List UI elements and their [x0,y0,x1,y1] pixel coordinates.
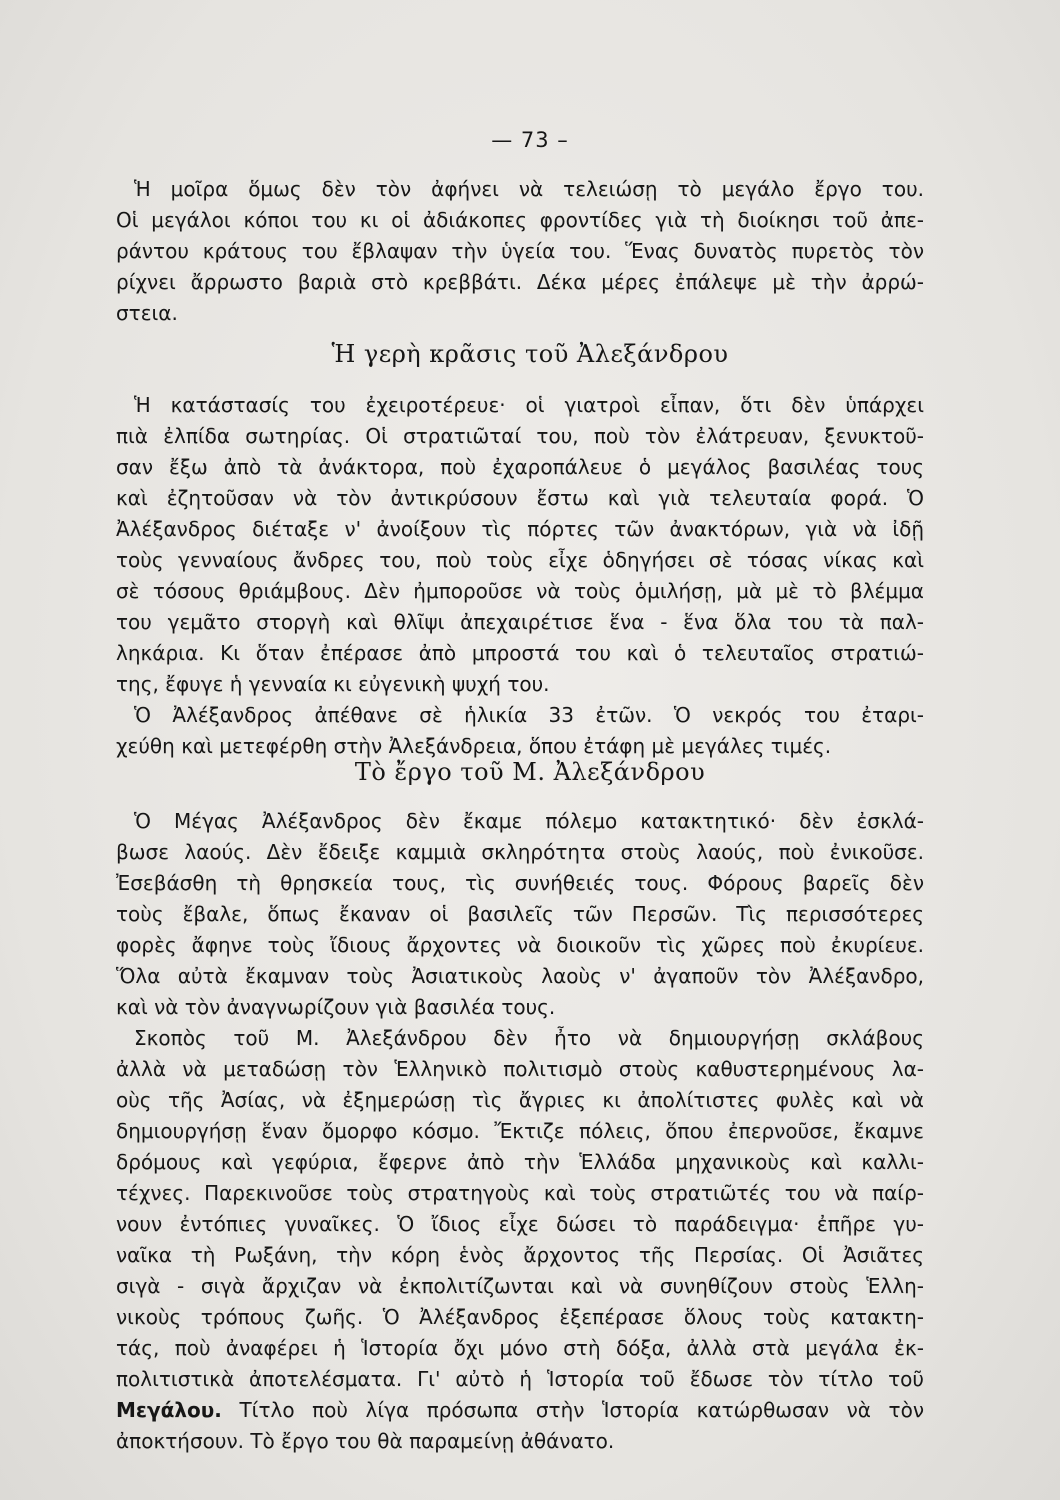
text-line: Ἀλέξανδρος διέταξε ν' ἀνοίξουν τὶς πόρτες τῶν ἀνακτόρων, γιὰ νὰ ἰδῇ [116,517,924,541]
text-line: ἀποκτήσουν. Τὸ ἔργο του θὰ παραμείνῃ ἀθάνατο. [116,1429,615,1453]
text-line: καὶ ἐζητοῦσαν νὰ τὸν ἀντικρύσουν ἔστω καὶ γιὰ τελευταία φορά. Ὁ [116,486,924,510]
text-line: χεύθη καὶ μετεφέρθη στὴν Ἀλεξάνδρεια, ὅπου ἐτάφη μὲ μεγάλες τιμές. [116,734,832,758]
text-line: Ἡ μοῖρα ὅμως δὲν τὸν ἀφήνει νὰ τελειώσῃ τὸ μεγάλο ἔργο του. [134,177,924,201]
text-line: τάς, ποὺ ἀναφέρει ἡ Ἱστορία ὄχι μόνο στὴ δόξα, ἀλλὰ στὰ μεγάλα ἐκ- [116,1336,924,1360]
section-heading-constitution: Ἡ γερὴ κρᾶσις τοῦ Ἀλεξάνδρου [331,340,729,368]
text-line: οὺς τῆς Ἀσίας, νὰ ἐξημερώσῃ τὶς ἄγριες κι ἀπολίτιστες φυλὲς καὶ νὰ [116,1088,924,1112]
text-line: σαν ἔξω ἀπὸ τὰ ἀνάκτορα, ποὺ ἐχαροπάλευε ὁ μεγάλος βασιλέας τους [116,455,924,479]
text-line-with-bold [116,1395,924,1426]
text-line: νουν ἐντόπιες γυναῖκες. Ὁ ἴδιος εἶχε δώσει τὸ παράδειγμα· ἐπῆρε γυ- [116,1212,924,1236]
text-line: της, ἔφυγε ἡ γενναία κι εὐγενικὴ ψυχή του. [116,672,550,696]
text-line: τοὺς γενναίους ἄνδρες του, ποὺ τοὺς εἶχε ὁδηγήσει σὲ τόσας νίκας καὶ [116,548,924,572]
text-line: του γεμᾶτο στοργὴ καὶ θλῖψι ἀπεχαιρέτισε ἕνα - ἕνα ὅλα του τὰ παλ- [116,610,924,634]
paragraph-condition [116,390,924,762]
bold-title-megalou: Μεγάλου. [116,1398,222,1422]
paragraph-fate [116,174,924,329]
text-line: φορὲς ἄφηνε τοὺς ἴδιους ἄρχοντες νὰ διοικοῦν τὶς χῶρες ποὺ ἐκυρίευε. [116,933,924,957]
text-line: Ἡ κατάστασίς του ἐχειροτέρευε· οἱ γιατροὶ εἶπαν, ὅτι δὲν ὑπάρχει [134,393,924,417]
text-line: ναῖκα τὴ Ρωξάνη, τὴν κόρη ἑνὸς ἄρχοντος τῆς Περσίας. Οἱ Ἀσιᾶτες [116,1243,924,1267]
text-line: ληκάρια. Κι ὅταν ἐπέρασε ἀπὸ μπροστά του καὶ ὁ τελευταῖος στρατιώ- [116,641,924,665]
page-number: — 73 – [491,128,569,152]
text-line: Ὅλα αὐτὰ ἔκαμναν τοὺς Ἀσιατικοὺς λαοὺς ν' ἀγαποῦν τὸν Ἀλέξανδρο, [116,964,924,988]
text-line: Σκοπὸς τοῦ Μ. Ἀλεξάνδρου δὲν ἦτο νὰ δημιουργήσῃ σκλάβους [134,1026,924,1050]
text-line: νικοὺς τρόπους ζωῆς. Ὁ Ἀλέξανδρος ἐξεπέρασε ὅλους τοὺς κατακτη- [116,1305,924,1329]
text-line: στεια. [116,301,178,325]
text-line: ράντου κράτους του ἔβλαψαν τὴν ὑγεία του. Ἕνας δυνατὸς πυρετὸς τὸν [116,239,924,263]
text-line: δρόμους καὶ γεφύρια, ἔφερνε ἀπὸ τὴν Ἑλλάδα μηχανικοὺς καὶ καλλι- [116,1150,924,1174]
text-line-tail: Τίτλο ποὺ λίγα πρόσωπα στὴν Ἱστορία κατώρθωσαν νὰ τὸν [239,1398,924,1422]
section-heading-work: Τὸ ἔργο τοῦ Μ. Ἀλεξάνδρου [354,758,706,786]
text-line: ἀλλὰ νὰ μεταδώσῃ τὸν Ἑλληνικὸ πολιτισμὸ στοὺς καθυστερημένους λα- [116,1057,924,1081]
text-line: Ὁ Ἀλέξανδρος ἀπέθανε σὲ ἡλικία 33 ἐτῶν. Ὁ νεκρός του ἐταρι- [134,703,924,727]
text-line: Ὁ Μέγας Ἀλέξανδρος δὲν ἔκαμε πόλεμο κατακτητικό· δὲν ἐσκλά- [134,809,924,833]
text-line: σὲ τόσους θριάμβους. Δὲν ἠμποροῦσε νὰ τοὺς ὁμιλήσῃ, μὰ μὲ τὸ βλέμμα [116,579,924,603]
text-line: σιγὰ - σιγὰ ἄρχιζαν νὰ ἐκπολιτίζωνται καὶ νὰ συνηθίζουν στοὺς Ἑλλη- [116,1274,924,1298]
text-line: τοὺς ἔβαλε, ὅπως ἔκαναν οἱ βασιλεῖς τῶν Περσῶν. Τὶς περισσότερες [116,902,924,926]
text-line: πιὰ ἐλπίδα σωτηρίας. Οἱ στρατιῶταί του, ποὺ τὸν ἐλάτρευαν, ξενυκτοῦ- [116,424,924,448]
text-line: δημιουργήσῃ ἕναν ὄμορφο κόσμο. Ἔκτιζε πόλεις, ὅπου ἐπερνοῦσε, ἔκαμνε [116,1119,924,1143]
text-line: τέχνες. Παρεκινοῦσε τοὺς στρατηγοὺς καὶ τοὺς στρατιῶτές του νὰ παίρ- [116,1181,924,1205]
text-line: πολιτιστικὰ ἀποτελέσματα. Γι' αὐτὸ ἡ Ἱστορία τοῦ ἔδωσε τὸν τίτλο τοῦ [116,1367,924,1391]
text-line: ρίχνει ἄρρωστο βαριὰ στὸ κρεββάτι. Δέκα μέρες ἐπάλεψε μὲ τὴν ἀρρώ- [116,270,924,294]
paragraph-work [116,806,924,1457]
text-line: Οἱ μεγάλοι κόποι του κι οἱ ἀδιάκοπες φροντίδες γιὰ τὴ διοίκησι τοῦ ἀπε- [116,208,924,232]
text-line: Ἐσεβάσθη τὴ θρησκεία τους, τὶς συνήθειές τους. Φόρους βαρεῖς δὲν [116,871,924,895]
text-line: βωσε λαούς. Δὲν ἔδειξε καμμιὰ σκληρότητα στοὺς λαούς, ποὺ ἐνικοῦσε. [116,840,924,864]
text-line: καὶ νὰ τὸν ἀναγνωρίζουν γιὰ βασιλέα τους. [116,995,556,1019]
